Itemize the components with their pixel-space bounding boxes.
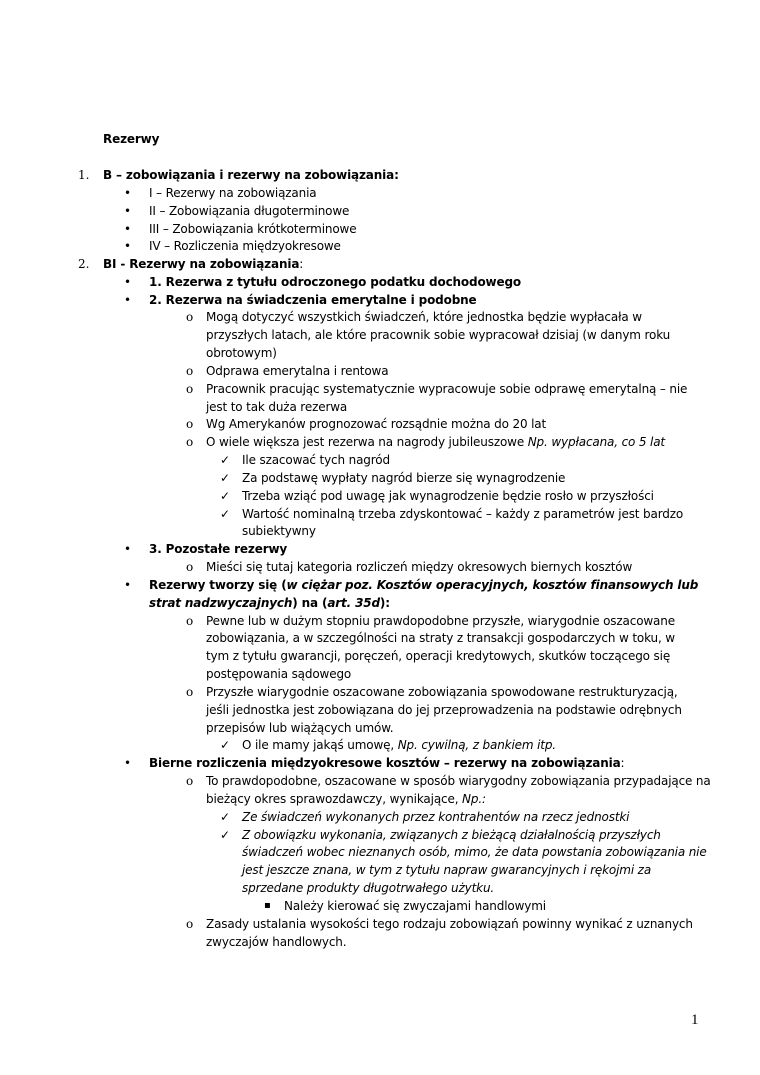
list-number-2: 2.: [78, 257, 90, 271]
sub5-check-2-line4: sprzedane produkty długotrwałego użytku.: [242, 881, 495, 895]
sub4-item-a-line1: Pewne lub w dużym stopniu prawdopodobne przyszłe, wiarygodnie oszacowane: [206, 614, 675, 628]
sub4-p6: ):: [379, 596, 390, 610]
check-icon: ✓: [220, 453, 231, 467]
circle-bullet-icon: o: [186, 382, 194, 396]
sub5-item-a2-italic: Np.:: [462, 792, 486, 806]
item2-sub3: 3. Pozostałe rezerwy: [149, 542, 288, 556]
sub2-item-e-text: O wiele większa jest rezerwa na nagrody jubileuszowe: [206, 435, 528, 449]
sub5-item-a-line1: To prawdopodobne, oszacowane w sposób wiarygodny zobowiązania przypadające na: [206, 774, 711, 788]
sub2-check-3: Trzeba wziąć pod uwagę jak wynagrodzenie będzie rosło w przyszłości: [242, 489, 654, 503]
check-icon: ✓: [220, 828, 231, 842]
item2-sub5: [149, 754, 624, 772]
circle-bullet-icon: o: [186, 364, 194, 378]
check-icon: ✓: [220, 489, 231, 503]
page-number: 1: [691, 1012, 699, 1028]
sub5-item-a-line2: [206, 790, 486, 808]
sub2-item-a-line2: przyszłych latach, ale które pracownik sobie wypracował dzisiaj (w danym roku: [206, 328, 671, 342]
item2-sub1: 1. Rezerwa z tytułu odroczonego podatku dochodowego: [149, 275, 522, 289]
item1-bullet-2: II – Zobowiązania długoterminowe: [149, 204, 350, 218]
circle-bullet-icon: o: [186, 560, 194, 574]
item2-heading: [103, 255, 303, 273]
sub2-item-e: [206, 433, 665, 451]
circle-bullet-icon: o: [186, 614, 194, 628]
sub4-p2: w ciężar poz. Kosztów operacyjnych, kosztów finansowych lub: [286, 578, 699, 592]
bullet-icon: •: [124, 204, 132, 218]
item2-sub4-line2: [149, 594, 390, 612]
item2-sub2: 2. Rezerwa na świadczenia emerytalne i podobne: [149, 293, 477, 307]
sub5-label: Bierne rozliczenia międzyokresowe kosztów – rezerwy na zobowiązania: [149, 756, 621, 770]
sub2-item-c-line2: jest to tak duża rezerwa: [206, 400, 348, 414]
check-icon: ✓: [220, 471, 231, 485]
sub5-check-2-line3: jest jeszcze znana, w tym z tytułu napraw gwarancyjnych i rękojmi za: [242, 863, 652, 877]
sub4-check-italic: Np. cywilną, z bankiem itp.: [397, 738, 556, 752]
sub4-p4: ) na (: [292, 596, 328, 610]
check-icon: ✓: [220, 507, 231, 521]
sub2-item-d: Wg Amerykanów prognozować rozsądnie można do 20 lat: [206, 417, 547, 431]
bullet-icon: •: [124, 756, 132, 770]
sub4-item-b-line3: przepisów lub wiążących umów.: [206, 721, 394, 735]
document-title: Rezerwy: [103, 132, 160, 146]
item1-bullet-1: I – Rezerwy na zobowiązania: [149, 186, 317, 200]
sub2-item-e-italic: Np. wypłacana, co 5 lat: [527, 435, 665, 449]
sub3-item: Mieści się tutaj kategoria rozliczeń między okresowych biernych kosztów: [206, 560, 633, 574]
bullet-icon: •: [124, 275, 132, 289]
item1-bullet-4: IV – Rozliczenia międzyokresowe: [149, 239, 341, 253]
item1-bullet-3: III – Zobowiązania krótkoterminowe: [149, 222, 357, 236]
sub5-check-2-line2: świadczeń wobec nieznanych osób, mimo, że data powstania zobowiązania nie: [242, 845, 707, 859]
item2-heading-label: BI - Rezerwy na zobowiązania: [103, 257, 300, 271]
sub5-item-b-line1: Zasady ustalania wysokości tego rodzaju zobowiązań powinny wynikać z uznanych: [206, 917, 693, 931]
item2-sub4-line1: [149, 576, 698, 594]
sub5-item-a2-text: bieżący okres sprawozdawczy, wynikające,: [206, 792, 463, 806]
check-icon: ✓: [220, 810, 231, 824]
sub4-item-a-line3: tym z tytułu gwarancji, poręczeń, operacji kredytowych, skutków toczącego się: [206, 649, 671, 663]
bullet-icon: •: [124, 239, 132, 253]
circle-bullet-icon: o: [186, 917, 194, 931]
sub2-check-4-cont: subiektywny: [242, 524, 316, 538]
bullet-icon: •: [124, 578, 132, 592]
sub2-item-a-line1: Mogą dotyczyć wszystkich świadczeń, które jednostka będzie wypłacała w: [206, 310, 642, 324]
sub5-label-suffix: :: [620, 756, 625, 770]
item1-heading: B – zobowiązania i rezerwy na zobowiązania:: [103, 168, 399, 182]
item2-heading-suffix: :: [299, 257, 304, 271]
sub2-item-b: Odprawa emerytalna i rentowa: [206, 364, 389, 378]
circle-bullet-icon: o: [186, 774, 194, 788]
circle-bullet-icon: o: [186, 685, 194, 699]
bullet-icon: •: [124, 222, 132, 236]
bullet-icon: •: [124, 542, 132, 556]
sub4-item-a-line4: postępowania sądowego: [206, 667, 352, 681]
circle-bullet-icon: o: [186, 435, 194, 449]
bullet-icon: •: [124, 186, 132, 200]
sub4-p1: Rezerwy tworzy się (: [149, 578, 287, 592]
sub2-item-a-line3: obrotowym): [206, 346, 277, 360]
sub4-item-b-line2: jeśli jednostka jest zobowiązana do jej przeprowadzenia na podstawie odrębnych: [206, 703, 682, 717]
bullet-icon: •: [124, 293, 132, 307]
sub2-check-2: Za podstawę wypłaty nagród bierze się wynagrodzenie: [242, 471, 566, 485]
square-bullet-icon: ▪: [264, 900, 271, 911]
sub4-p5: art. 35d: [327, 596, 380, 610]
sub2-check-1: Ile szacować tych nagród: [242, 453, 390, 467]
sub5-square-item: Należy kierować się zwyczajami handlowymi: [284, 899, 546, 913]
sub4-check: [242, 736, 556, 754]
sub4-item-b-line1: Przyszłe wiarygodnie oszacowane zobowiązania spowodowane restrukturyzacją,: [206, 685, 678, 699]
circle-bullet-icon: o: [186, 417, 194, 431]
check-icon: ✓: [220, 738, 231, 752]
sub2-item-c-line1: Pracownik pracując systematycznie wypracowuje sobie odprawę emerytalną – nie: [206, 382, 688, 396]
sub4-p3: strat nadzwyczajnych: [149, 596, 293, 610]
sub4-item-a-line2: zobowiązania, a w szczególności na straty z transakcji gospodarczych w toku, w: [206, 631, 675, 645]
sub4-check-text: O ile mamy jakąś umowę,: [242, 738, 398, 752]
sub5-check-2-line1: Z obowiązku wykonania, związanych z bieżącą działalnością przyszłych: [242, 828, 661, 842]
sub2-check-4: Wartość nominalną trzeba zdyskontować – każdy z parametrów jest bardzo: [242, 507, 684, 521]
sub5-check-1: Ze świadczeń wykonanych przez kontrahentów na rzecz jednostki: [242, 810, 630, 824]
sub5-item-b-line2: zwyczajów handlowych.: [206, 935, 347, 949]
list-number-1: 1.: [78, 168, 90, 182]
circle-bullet-icon: o: [186, 310, 194, 324]
